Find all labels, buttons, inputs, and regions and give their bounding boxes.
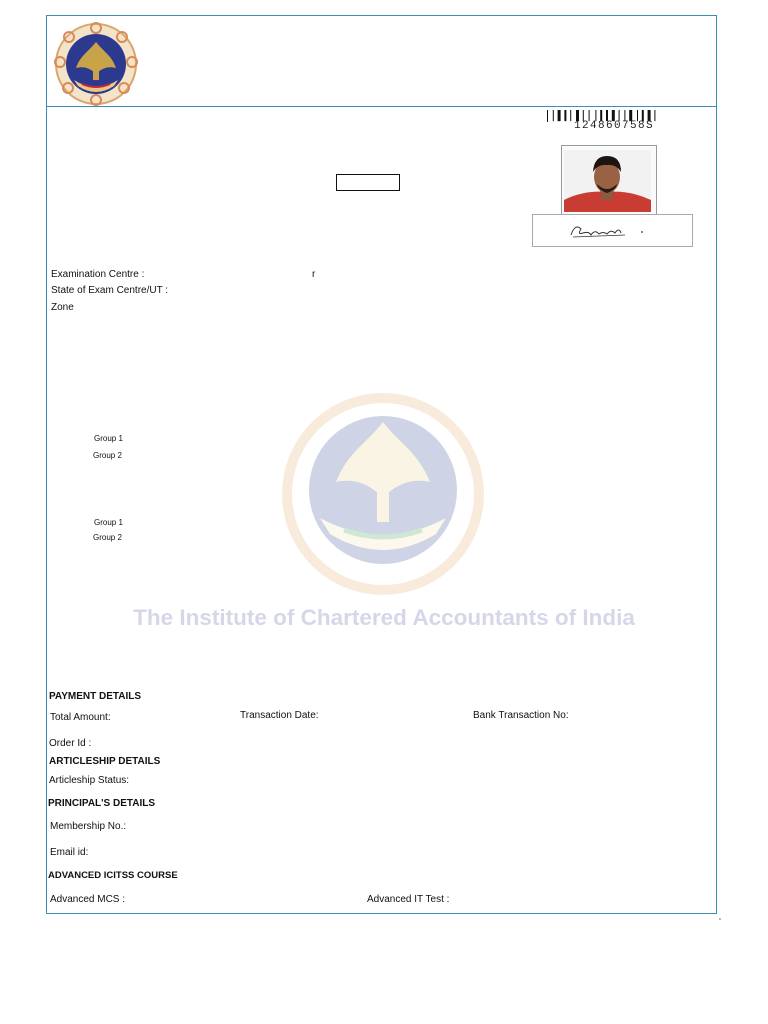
candidate-photo-frame: [561, 145, 657, 215]
bank-transaction-no-label: Bank Transaction No:: [473, 710, 569, 721]
articleship-status-label: Articleship Status:: [49, 775, 130, 786]
watermark-emblem: [274, 392, 492, 597]
group-2-label: Group 2: [93, 533, 122, 542]
advanced-mcs-label: Advanced MCS :: [50, 894, 126, 905]
candidate-photo: [564, 150, 651, 212]
watermark-text: The Institute of Chartered Accountants of India: [133, 605, 635, 630]
zone-label: Zone: [51, 302, 74, 313]
candidate-signature-frame: [532, 214, 693, 247]
payment-details-heading: PAYMENT DETAILS: [49, 691, 142, 702]
group-2-label: Group 2: [93, 451, 122, 460]
advanced-it-test-label: Advanced IT Test :: [367, 894, 450, 905]
examination-centre-value: r: [312, 269, 316, 280]
page-mark: [719, 918, 721, 920]
transaction-date-label: Transaction Date:: [240, 710, 319, 721]
examination-centre-label: Examination Centre :: [51, 269, 145, 280]
header-divider: [46, 106, 717, 107]
principals-details-heading: PRINCIPAL'S DETAILS: [48, 798, 156, 809]
blank-box: [336, 174, 400, 191]
membership-no-label: Membership No.:: [50, 821, 127, 832]
email-id-label: Email id:: [50, 847, 89, 858]
group-1-label: Group 1: [94, 434, 123, 443]
icai-logo: [52, 22, 140, 106]
order-id-label: Order Id :: [49, 738, 92, 749]
articleship-details-heading: ARTICLESHIP DETAILS: [49, 756, 161, 767]
state-of-exam-centre-label: State of Exam Centre/UT :: [51, 285, 169, 296]
group-1-label: Group 1: [94, 518, 123, 527]
barcode-number: 124860758S: [548, 121, 680, 132]
total-amount-label: Total Amount:: [50, 712, 111, 723]
advanced-icitss-course-heading: ADVANCED ICITSS COURSE: [48, 870, 178, 881]
candidate-signature: [533, 215, 690, 244]
